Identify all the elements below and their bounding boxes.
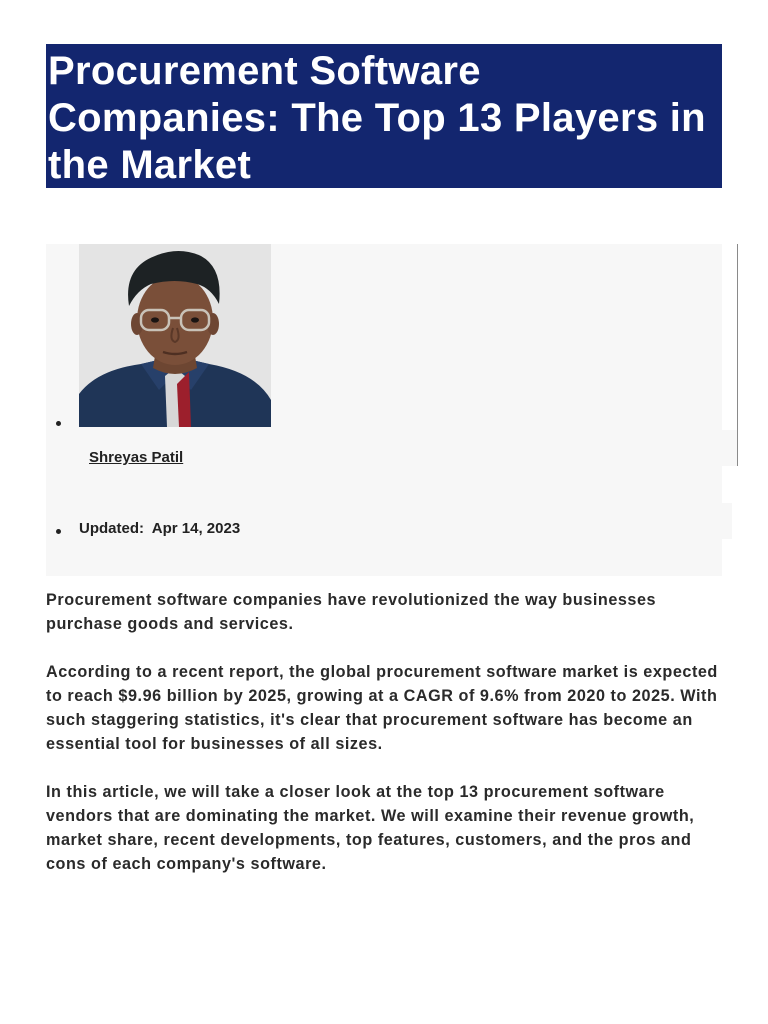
panel-edge: [722, 503, 732, 539]
panel-divider: [737, 244, 738, 466]
list-bullet: [56, 529, 61, 534]
author-name-link[interactable]: Shreyas Patil: [89, 449, 184, 466]
title-banner: [46, 44, 722, 188]
updated-date: Apr 14, 2023: [151, 520, 241, 537]
updated-line: [79, 520, 240, 537]
list-bullet: [56, 421, 61, 426]
article-body: [46, 588, 726, 900]
article-paragraph: In this article, we will take a closer look at the top 13 procurement software vendors that are dominating the market. We will examine their revenue growth, market share, recent developments, top features, customers, and the pros and cons of each company's software.: [46, 783, 695, 873]
panel-edge: [722, 430, 738, 466]
updated-label: Updated:: [79, 520, 144, 537]
author-photo: [79, 244, 271, 427]
article-paragraph: Procurement software companies have revolutionized the way businesses purchase goods and services.: [46, 591, 657, 633]
article-paragraph: According to a recent report, the global procurement software market is expected to reach $9.96 billion by 2025, growing at a CAGR of 9.6% from 2020 to 2025. With such staggering statistics, it's clear that procurement software has become an essential tool for businesses of all sizes.: [46, 663, 718, 753]
author-photo-icon: [79, 244, 271, 427]
page-title: Procurement Software Companies: The Top 13 Players in the Market: [48, 49, 706, 187]
